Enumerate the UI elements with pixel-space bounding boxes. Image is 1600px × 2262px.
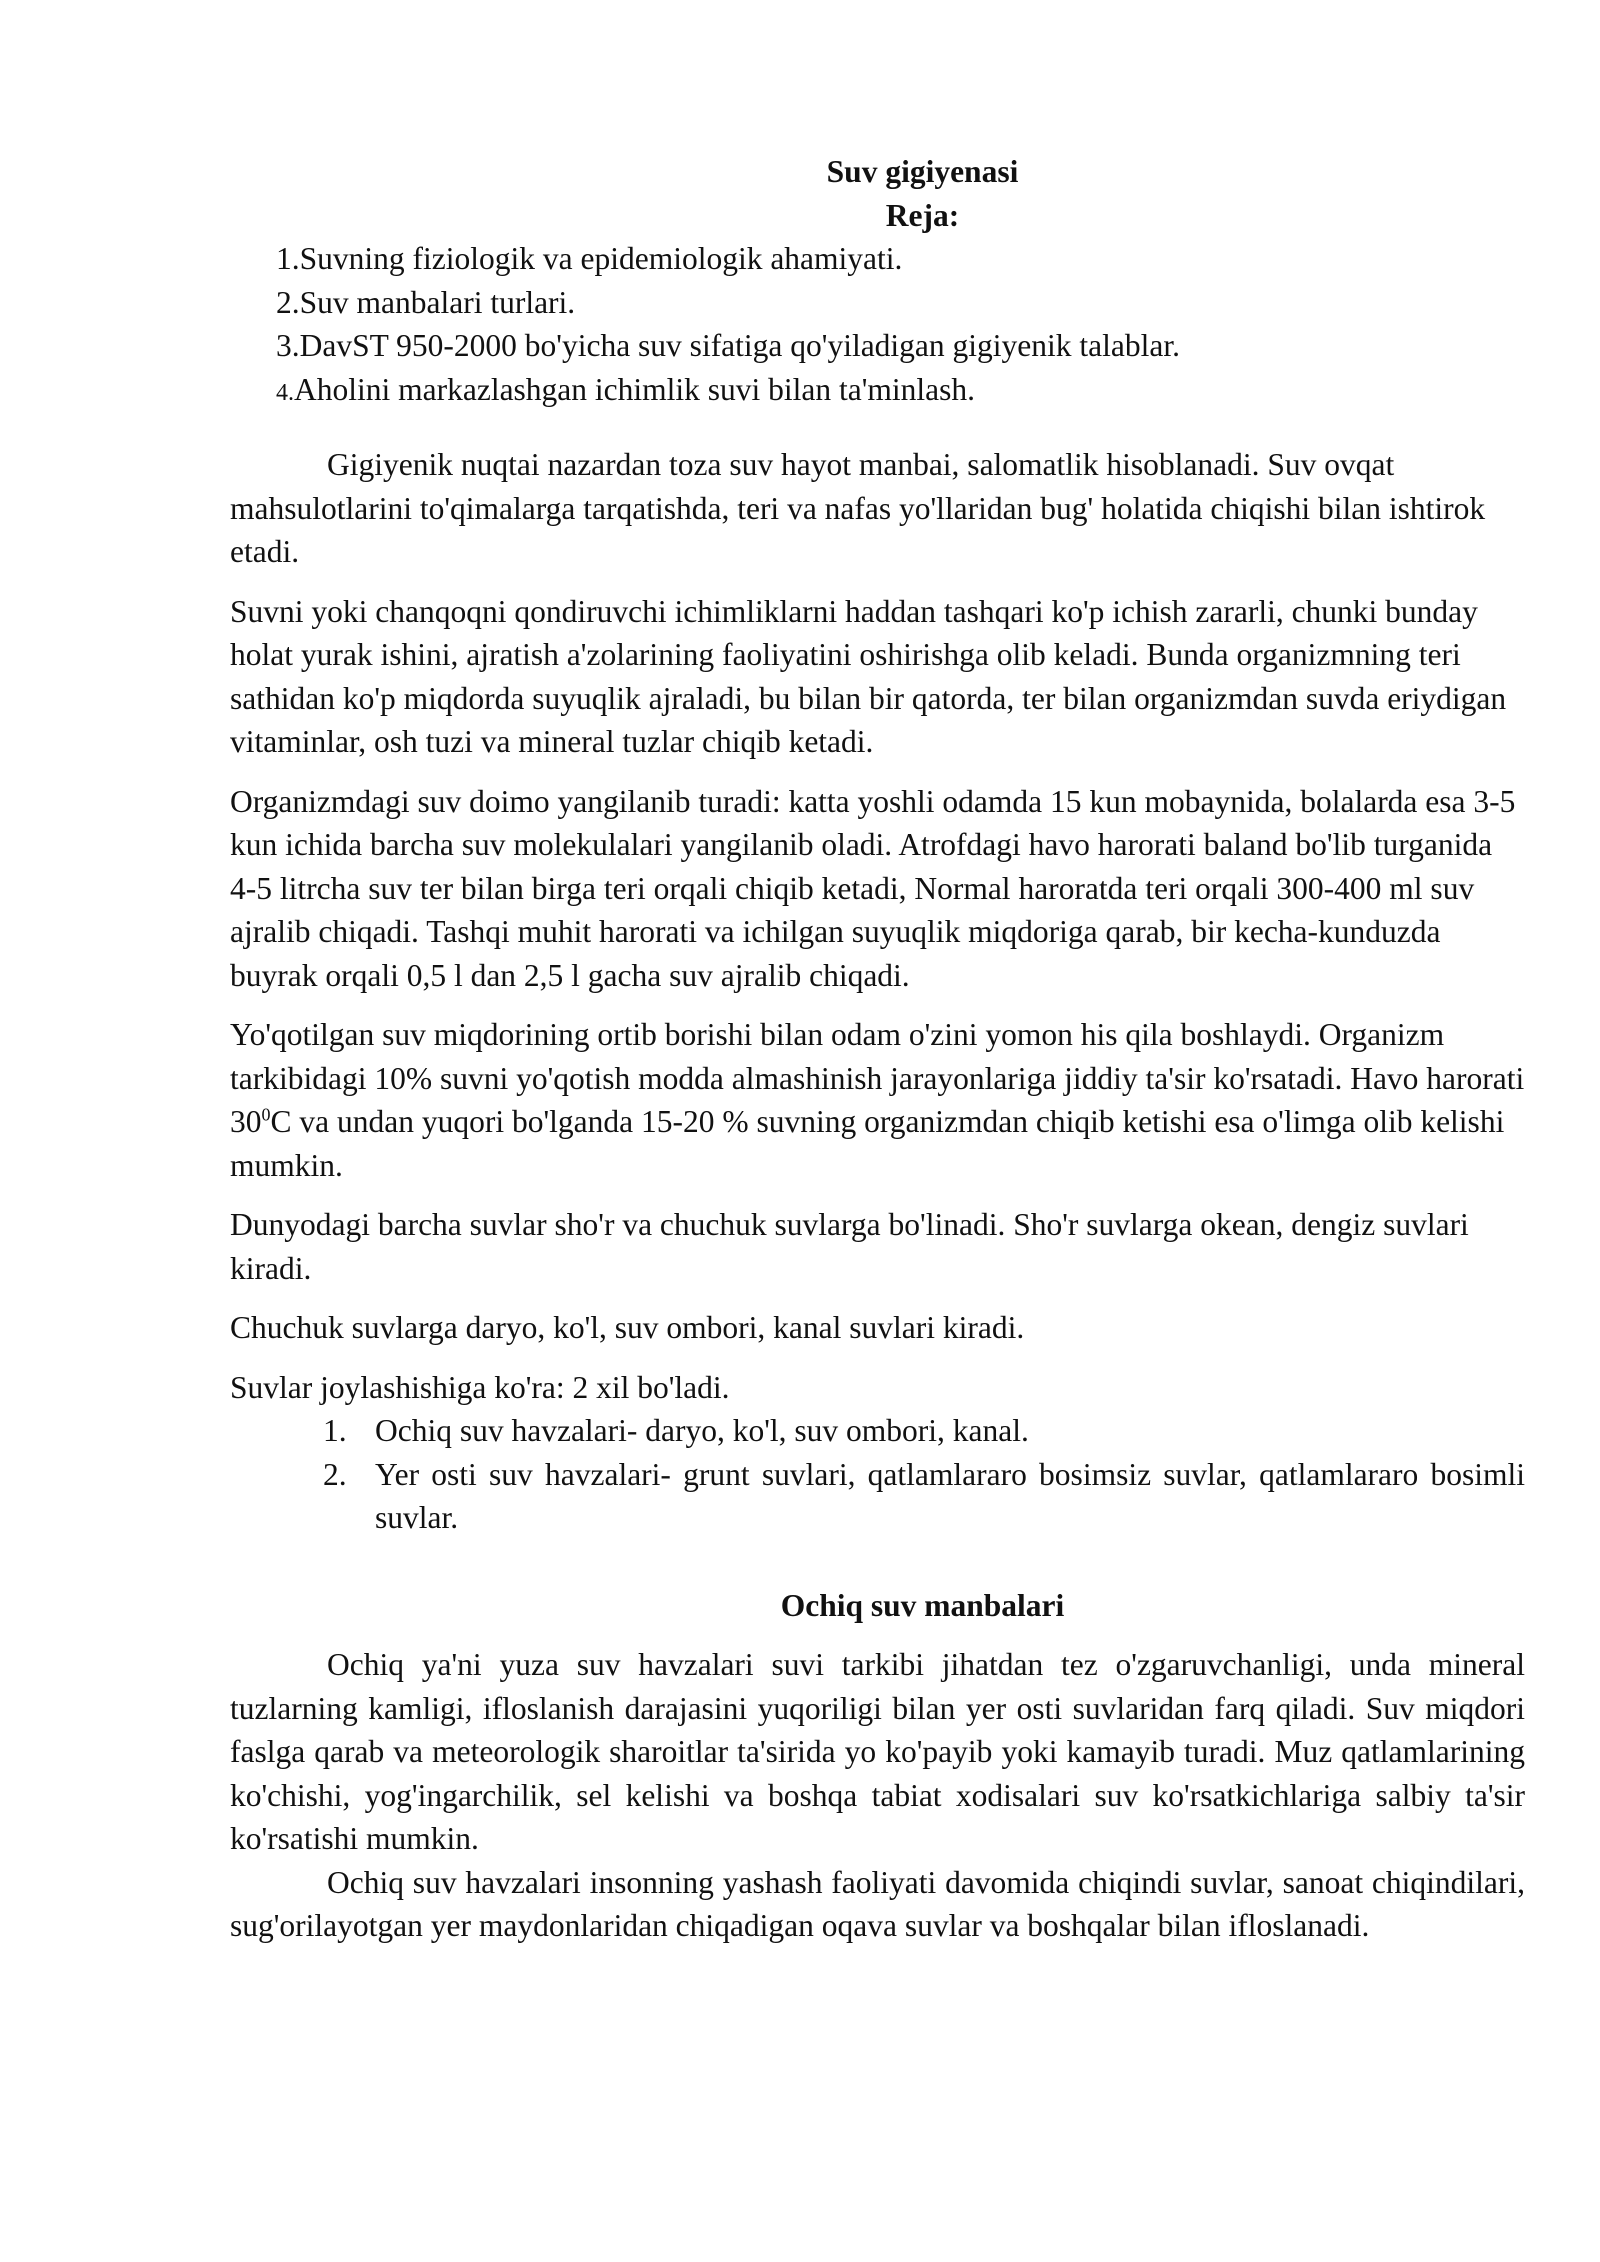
temperature-superscript: 0 [261,1104,271,1125]
paragraph-water-loss [230,1013,1525,1187]
plan-item-text: Suv manbalari turlari. [299,284,576,320]
water-type-text: Ochiq suv havzalari- daryo, ko'l, suv ombori, kanal. [375,1413,1029,1448]
plan-item-number: 3. [276,328,300,363]
water-type-number: 2. [323,1456,347,1492]
plan-item-text: Aholini markazlashgan ichimlik suvi bilan ta'minlash. [294,371,976,407]
document-page [230,150,1525,1948]
paragraph-excess-drinking: Suvni yoki chanqoqni qondiruvchi ichimliklarni haddan tashqari ko'p ichish zararli, chunki bunday holat yurak ishini, ajratish a'zolarining faoliyatini oshirishga olib keladi. Bunda organizmning teri sathidan ko'p miqdorda suyuqlik ajraladi, bu bilan bir qatorda, ter bilan organizmdan suvda eriydigan vitaminlar, osh tuzi va mineral tuzlar chiqib ketadi. [230,593,1507,759]
plan-heading: Reja: [885,197,960,233]
water-loss-text-end: C va undan yuqori bo'lganda 15-20 % suvning organizmdan chiqib ketishi esa o'limga olib kelishi mumkin. [230,1104,1505,1183]
plan-item [230,324,1525,368]
plan-item-number: 4. [276,379,294,406]
water-type-item [230,1409,1525,1453]
paragraph-intro: Gigiyenik nuqtai nazardan toza suv hayot manbai, salomatlik hisoblanadi. Suv ovqat mahsulotlarini to'qimalarga tarqatishda, teri va nafas yo'llaridan bug' holatida chiqishi bilan ishtirok etadi. [230,447,1486,569]
paragraph-water-renewal: Organizmdagi suv doimo yangilanib turadi: katta yoshli odamda 15 kun mobaynida, bolalarda esa 3-5 kun ichida barcha suv molekulalari yangilanib oladi. Atrofdagi havo harorati baland bo'lib turganida 4-5 litrcha suv ter bilan birga teri orqali chiqib ketadi, Normal haroratda teri orqali 300-400 ml suv ajralib chiqadi. Tashqi muhit harorati va ichilgan suyuqlik miqdoriga qarab, bir kecha-kunduzda buyrak orqali 0,5 l dan 2,5 l gacha suv ajralib chiqadi. [230,783,1516,993]
plan-item [230,281,1525,325]
plan-list [230,237,1525,415]
plan-item-number: 1. [276,241,300,276]
paragraph-location-types: Suvlar joylashishiga ko'ra: 2 xil bo'ladi. [230,1369,730,1405]
plan-item [230,237,1525,281]
plan-item-text: Suvning fiziologik va epidemiologik ahamiyati. [299,241,903,276]
plan-item [230,368,1525,416]
water-type-item [230,1453,1525,1540]
water-type-text: Yer osti suv havzalari- grunt suvlari, qatlamlararo bosimsiz suvlar, qatlamlararo bosimli suvlar. [375,1456,1525,1535]
paragraph-salt-fresh: Dunyodagi barcha suvlar sho'r va chuchuk suvlarga bo'linadi. Sho'r suvlarga okean, dengiz suvlari kiradi. [230,1207,1469,1286]
section-paragraph: Ochiq suv havzalari insonning yashash faoliyati davomida chiqindi suvlar, sanoat chiqindilari, sug'orilayotgan yer maydonlaridan chiqadigan oqava suvlar va boshqalar bilan ifloslanadi. [230,1864,1525,1943]
plan-item-text: DavST 950-2000 bo'yicha suv sifatiga qo'yiladigan gigiyenik talablar. [299,328,1180,363]
plan-item-number: 2. [276,284,300,320]
water-types-list [230,1409,1525,1540]
section-paragraph: Ochiq ya'ni yuza suv havzalari suvi tarkibi jihatdan tez o'zgaruvchanligi, unda mineral tuzlarning kamligi, ifloslanish darajasini yuqoriligi bilan yer osti suvlaridan farq qiladi. Suv miqdori faslga qarab va meteorologik sharoitlar ta'sirida yo ko'payib yoki kamayib turadi. Muz qatlamlarining ko'chishi, yog'ingarchilik, sel kelishi va boshqa tabiat xodisalari suv ko'rsatkichlariga salbiy ta'sir ko'rsatishi mumkin. [230,1647,1525,1856]
water-loss-text-start: Yo'qotilgan suv miqdorining ortib borishi bilan odam o'zini yomon his qila boshlaydi. Organizm tarkibidagi 10% suvni yo'qotish modda almashinish jarayonlariga jiddiy ta'sir ko'rsatadi. Havo harorati 30 [230,1017,1525,1139]
water-type-number: 1. [323,1413,347,1448]
document-title: Suv gigiyenasi [826,154,1019,189]
paragraph-fresh-waters: Chuchuk suvlarga daryo, ko'l, suv ombori, kanal suvlari kiradi. [230,1310,1025,1345]
section-title: Ochiq suv manbalari [780,1587,1065,1623]
